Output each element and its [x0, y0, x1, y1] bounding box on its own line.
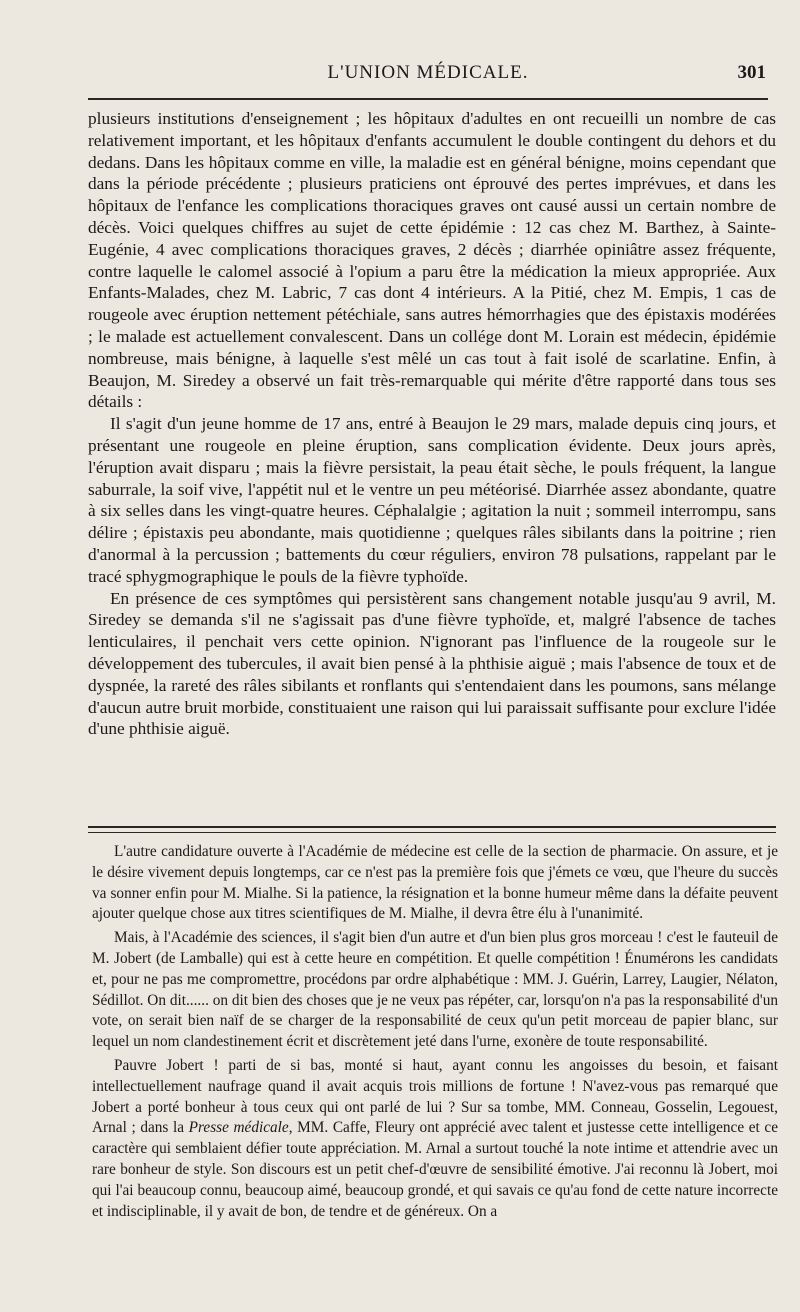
- paragraph: plusieurs institutions d'enseignement ; les hôpitaux d'adultes en ont recueilli un nombre de cas relativement important, et les hôpitaux d'enfants accumulent le double contingent du dehors et du dedans. Dans les hôpitaux comme en ville, la maladie est en général bénigne, moins cependant que dans la période précédente ; plusieurs praticiens ont éprouvé des pertes imprévues, et dans les hôpitaux de l'enfance les complications thoraciques graves ont causé aussi un certain nombre de décès. Voici quelques chiffres au sujet de cette épidémie : 12 cas chez M. Barthez, à Sainte-Eugénie, 4 avec complications thoraciques graves, 2 décès ; diarrhée opiniâtre assez fréquente, contre laquelle le calomel associé à l'opium a paru être la médication la mieux appropriée. Aux Enfants-Malades, chez M. Labric, 7 cas dont 4 intérieurs. A la Pitié, chez M. Empis, 1 cas de rougeole avec éruption nettement pétéchiale, sans autres hémorrhagies que des épistaxis modérées ; le malade est actuellement convalescent. Dans un collége dont M. Lorain est médecin, épidémie nombreuse, mais bénigne, à laquelle s'est mêlé un cas tout à fait isolé de scarlatine. Enfin, à Beaujon, M. Siredey a observé un fait très-remarquable qui mérite d'être rapporté dans tous ses détails :: [88, 109, 776, 412]
- feuilleton-paragraph: [92, 1056, 778, 1222]
- main-article-text: [88, 108, 776, 740]
- running-title: L'UNION MÉDICALE.: [327, 62, 529, 83]
- feuilleton-separator-rule: [88, 826, 776, 833]
- feuilleton-paragraph: Mais, à l'Académie des sciences, il s'agit bien d'un autre et d'un bien plus gros morceau ! c'est le fauteuil de M. Jobert (de Lamballe) qui est à cette heure en compétition. Et quelle compétition ! Énumérons les candidats et, pour ne pas me compromettre, procédons par ordre alphabétique : MM. J. Guérin, Larrey, Laugier, Nélaton, Sédillot. On dit...... on dit bien des choses que je ne veux pas répéter, car, lorsqu'on n'a pas la responsabilité d'un vote, on serait bien naïf de se charger de la responsabilité de ceux qu'un petit morceau de papier blanc, sur lequel un nom clandestinement écrit et discrètement jeté dans l'urne, exonère de toute responsabilité.: [92, 929, 778, 1051]
- page-header: [88, 62, 768, 86]
- text-run: , MM. Caffe, Fleury ont apprécié avec talent et justesse cette intelligence et ce caractère qui semblaient défier toute appréciation. M. Arnal a surtout touché la note intime et attendrie avec un rare bonheur de style. Son discours est un petit chef-d'œuvre de sensibilité émotive. J'ai reconnu là Jobert, moi qui l'ai beaucoup connu, beaucoup aimé, beaucoup grondé, et qui savais ce qu'au fond de cette nature incorrecte et indisciplinable, il y avait de bon, de tendre et de généreux. On a: [92, 1119, 778, 1220]
- feuilleton-paragraph: L'autre candidature ouverte à l'Académie de médecine est celle de la section de pharmacie. On assure, et je le désire vivement depuis longtemps, car ce n'est pas la première fois que j'émets ce vœu, que l'heure du succès va sonner enfin pour M. Mialhe. Si la patience, la résignation et la bonne humeur même dans la défaite peuvent ajouter quelque chose aux titres scientifiques de M. Mialhe, il devra être élu à l'unanimité.: [92, 843, 778, 923]
- header-rule: [88, 98, 768, 100]
- feuilleton-column: [92, 842, 778, 1225]
- journal-title: Presse médicale: [188, 1119, 289, 1137]
- page-number: 301: [737, 62, 766, 83]
- text-run: Pauvre Jobert ! parti de si bas, monté si haut, ayant connu les angoisses du besoin, et faisant intellectuellement naufrage quand il avait acquis trois millions de fortune ! N'avez-vous pas remarqué que Jobert a porté bonheur à tous ceux qui ont parlé de lui ? Sur sa tombe, MM. Conneau, Gosselin, Legouest, Arnal ; dans la: [92, 1056, 778, 1137]
- paragraph: Il s'agit d'un jeune homme de 17 ans, entré à Beaujon le 29 mars, malade depuis cinq jours, et présentant une rougeole en pleine éruption, sans complication évidente. Deux jours après, l'éruption avait disparu ; mais la fièvre persistait, la peau était sèche, le pouls fréquent, la langue saburrale, la soif vive, l'appétit nul et le ventre un peu météorisé. Diarrhée assez abondante, quatre à six selles dans les vingt-quatre heures. Céphalalgie ; agitation la nuit ; sommeil interrompu, sans délire ; épistaxis peu abondante, mais quotidienne ; quelques râles sibilants dans la poitrine ; rien d'anormal à la percussion ; battements du cœur réguliers, environ 78 pulsations, rappelant par le tracé sphygmographique le pouls de la fièvre typhoïde.: [88, 414, 776, 586]
- paragraph: En présence de ces symptômes qui persistèrent sans changement notable jusqu'au 9 avril, M. Siredey se demanda s'il ne s'agissait pas d'une fièvre typhoïde, et, malgré l'absence de taches lenticulaires, il penchait vers cette opinion. N'ignorant pas l'influence de la rougeole sur le développement des tubercules, il avait bien pensé à la phthisie aiguë ; mais l'absence de toux et de dyspnée, la rareté des râles sibilants et ronflants qui s'entendaient dans les poumons, sans mélange d'aucun autre bruit morbide, constituaient une raison qui lui paraissait suffisante pour exclure l'idée d'une phthisie aiguë.: [88, 588, 776, 739]
